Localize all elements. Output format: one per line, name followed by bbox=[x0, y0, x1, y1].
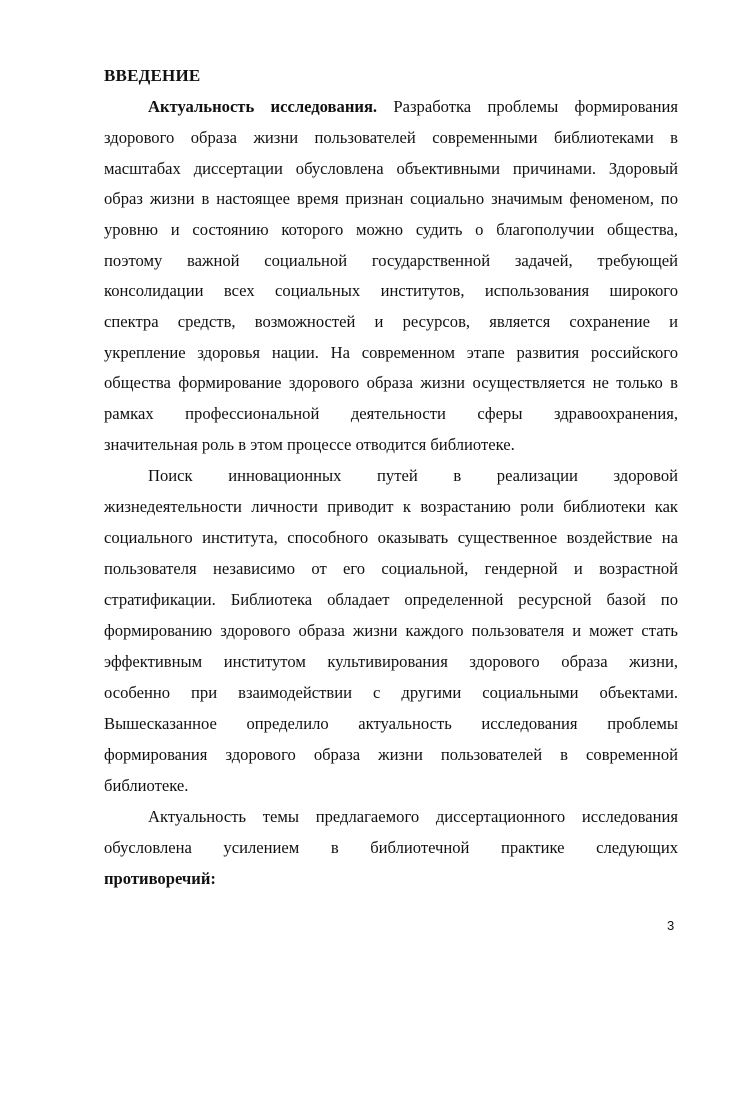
paragraph-line: масштабах диссертации обусловлена объективными причинами. Здоровый bbox=[104, 159, 678, 178]
paragraph-line: Актуальность темы предлагаемого диссертационного исследования bbox=[148, 807, 678, 826]
paragraph-line: укрепление здоровья нации. На современном этапе развития российского bbox=[104, 343, 678, 362]
paragraph-line: формированию здорового образа жизни каждого пользователя и может стать bbox=[104, 621, 678, 640]
paragraph-lead-rest: Разработка проблемы формирования bbox=[377, 97, 678, 116]
paragraph-line: уровню и состоянию которого можно судить о благополучии общества, bbox=[104, 220, 678, 239]
paragraph-line: формирования здорового образа жизни пользователей в современной bbox=[104, 745, 678, 764]
paragraph-line: социального института, способного оказывать существенное воздействие на bbox=[104, 528, 678, 547]
paragraph-line: значительная роль в этом процессе отводится библиотеке. bbox=[104, 435, 515, 454]
paragraph-line: поэтому важной социальной государственной задачей, требующей bbox=[104, 251, 678, 270]
paragraph-line: общества формирование здорового образа жизни осуществляется не только в bbox=[104, 373, 678, 392]
paragraph-line: здорового образа жизни пользователей современными библиотеками в bbox=[104, 128, 678, 147]
paragraph-line: рамках профессиональной деятельности сферы здравоохранения, bbox=[104, 404, 678, 423]
page-number: 3 bbox=[667, 918, 675, 933]
paragraph-line: пользователя независимо от его социальной, гендерной и возрастной bbox=[104, 559, 678, 578]
paragraph-line bbox=[148, 97, 678, 117]
paragraph-line: обусловлена усилением в библиотечной практике следующих bbox=[104, 838, 678, 857]
section-heading: ВВЕДЕНИЕ bbox=[104, 66, 201, 85]
paragraph-line: Поиск инновационных путей в реализации здоровой bbox=[148, 466, 678, 485]
paragraph-lead-bold: Актуальность исследования. bbox=[148, 97, 378, 116]
paragraph-line: спектра средств, возможностей и ресурсов, является сохранение и bbox=[104, 312, 678, 331]
paragraph-line: особенно при взаимодействии с другими социальными объектами. bbox=[104, 683, 678, 702]
paragraph-line-bold: противоречий: bbox=[104, 869, 216, 888]
paragraph-line: консолидации всех социальных институтов, использования широкого bbox=[104, 281, 678, 300]
paragraph-line: библиотеке. bbox=[104, 776, 189, 795]
paragraph-line: жизнедеятельности личности приводит к возрастанию роли библиотеки как bbox=[104, 497, 678, 516]
paragraph-line: образ жизни в настоящее время признан социально значимым феноменом, по bbox=[104, 189, 678, 208]
paragraph-line: эффективным институтом культивирования здорового образа жизни, bbox=[104, 652, 678, 671]
paragraph-line: стратификации. Библиотека обладает определенной ресурсной базой по bbox=[104, 590, 678, 609]
paragraph-line: Вышесказанное определило актуальность исследования проблемы bbox=[104, 714, 678, 733]
